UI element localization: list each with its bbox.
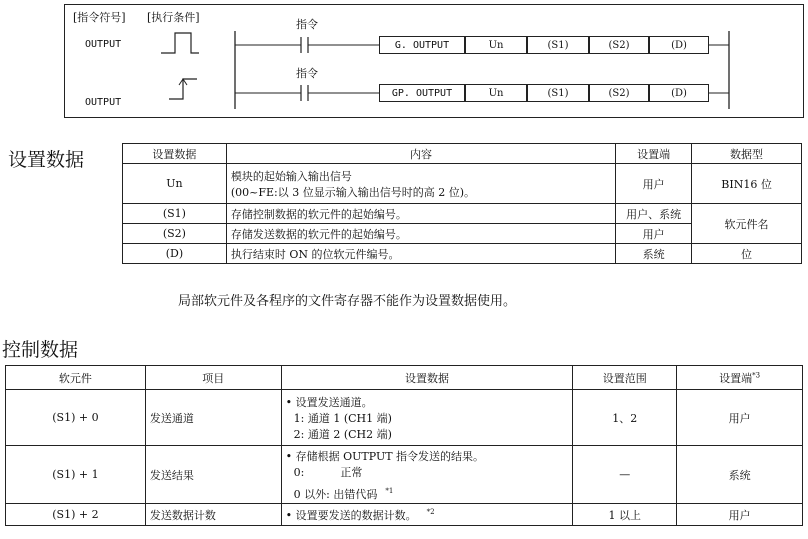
setting-line: 1: 通道 1 (CH1 端) [293,411,392,425]
setting [281,504,573,526]
rising-edge-icon [169,79,197,99]
arg-box: Un [465,36,527,54]
table-header-row [6,366,803,390]
setting-line: 2: 通道 2 (CH2 端) [293,427,392,441]
setting-data-title: 设置数据 [8,149,85,171]
setting-type: BIN16 位 [692,164,802,204]
setting-line [286,486,569,502]
setting-content: 存储控制数据的软元件的起始编号。 [226,204,615,224]
setting-type: 位 [692,244,802,264]
setting-line: • 设置发送通道。 [285,395,373,409]
side: 系统 [677,446,803,504]
setting-side: 用户、系统 [616,204,692,224]
side: 用户 [677,390,803,446]
content-line: (00~FE:以 3 位显示输入输出信号时的高 2 位)。 [230,185,476,199]
setting-text: • 设置要发送的数据计数。 [285,508,417,522]
setting-name: (S2) [123,224,227,244]
setting-name: (D) [123,244,227,264]
contact-label: 指令 [296,67,318,80]
arg-box: (S1) [527,36,589,54]
arg-box: (D) [649,84,709,102]
table-row [6,390,803,446]
arg-box: (S1) [527,84,589,102]
item: 发送结果 [145,446,281,504]
column-header: 设置范围 [573,366,677,390]
setting-name: Un [123,164,227,204]
table-row [6,446,803,504]
footnote-ref: *1 [385,486,394,495]
device: (S1) + 1 [6,446,146,504]
setting-content: 执行结束时 ON 的位软元件编号。 [226,244,615,264]
content-line: 模块的起始输入输出信号 [230,169,352,183]
column-header: 项目 [145,366,281,390]
ladder-diagram [64,4,804,118]
table-row [123,204,802,224]
column-header: 设置端 [616,144,692,164]
setting-line: • 存储根据 OUTPUT 指令发送的结果。 [285,449,485,463]
footnote-ref: *3 [752,370,761,379]
instruction-symbol: OUTPUT [85,39,122,50]
range: 1 以上 [573,504,677,526]
setting-side: 用户 [616,164,692,204]
control-data-title: 控制数据 [2,339,79,361]
column-header [677,366,803,390]
device: (S1) + 2 [6,504,146,526]
setting [281,446,573,504]
code-meaning: 正常 [340,465,363,479]
arg-box: (S2) [589,84,649,102]
column-header: 内容 [226,144,615,164]
header-instruction-symbol: [指令符号] [73,11,126,24]
instruction-symbol: OUTPUT [85,97,122,108]
column-header: 数据型 [692,144,802,164]
item: 发送通道 [145,390,281,446]
table-row [123,164,802,204]
arg-box: Un [465,84,527,102]
range: — [573,446,677,504]
setting-line [286,464,569,480]
control-data-table [5,365,803,526]
table-header-row [123,144,802,164]
column-header-text: 设置端 [719,371,753,385]
setting-side: 系统 [616,244,692,264]
column-header: 设置数据 [123,144,227,164]
device: (S1) + 0 [6,390,146,446]
table-row [123,244,802,264]
arg-box: (S2) [589,36,649,54]
header-execution-condition: [执行条件] [147,11,200,24]
side: 用户 [677,504,803,526]
setting-content [226,164,615,204]
code-value: 0: [293,465,305,479]
setting-note: 局部软元件及各程序的文件寄存器不能作为设置数据使用。 [178,294,517,309]
instruction-box: GP. OUTPUT [379,84,465,102]
column-header: 设置数据 [281,366,573,390]
setting-data-table [122,143,802,264]
setting-side: 用户 [616,224,692,244]
setting-text: 0 以外: 出错代码 [293,487,378,501]
contact-label: 指令 [296,18,318,31]
setting-type: 软元件名 [692,204,802,244]
setting-content: 存储发送数据的软元件的起始编号。 [226,224,615,244]
instruction-box: G. OUTPUT [379,36,465,54]
range: 1、2 [573,390,677,446]
level-trigger-icon [161,33,199,53]
column-header: 软元件 [6,366,146,390]
setting-name: (S1) [123,204,227,224]
footnote-ref: *2 [426,507,435,516]
arg-box: (D) [649,36,709,54]
setting [281,390,573,446]
item: 发送数据计数 [145,504,281,526]
table-row [6,504,803,526]
